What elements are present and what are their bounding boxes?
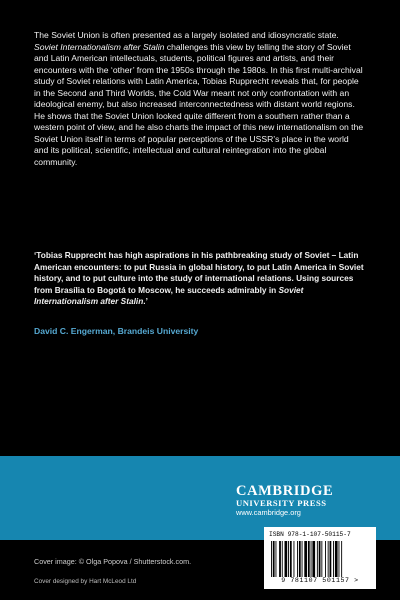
blurb-sentence-2: challenges this view by telling the story of Soviet and Latin American intellectuals, students, political figures and artists, and their encounters with the ‘other’ from the 1950s through the 1980s. In this first multi-archival study of Soviet relations with Latin America, Tobias Rupprecht reveals that, for people in the Second and Third Worlds, the Cold War meant not only confrontation with an ideological enemy, but also increased interconnectedness with distant world regions. He shows that the Soviet Union looked quite different from a southern rather than a western point of view, and he also charts the impact of this new internationalism on the Soviet Union itself in terms of popular perceptions of the USSR’s place in the world and its political, scientific, intellectual and cultural reintegration into the global community. xyxy=(34,41,364,167)
barcode-icon xyxy=(269,541,371,577)
publisher-subtitle: UNIVERSITY PRESS xyxy=(236,498,327,508)
quote-end: .’ xyxy=(143,296,148,306)
cover-image-credit: Cover image: © Olga Popova / Shutterstock.com. xyxy=(34,557,192,566)
publisher-logo xyxy=(236,484,376,518)
quote-attribution: David C. Engerman, Brandeis University xyxy=(34,326,199,336)
isbn-label: ISBN 978-1-107-50115-7 xyxy=(269,531,351,538)
barcode-digits: 9 781107 501157 > xyxy=(281,577,359,584)
quote-book-title: Soviet Internationalism after Stalin xyxy=(34,284,304,306)
publisher-url: www.cambridge.org xyxy=(236,508,301,517)
barcode-panel xyxy=(264,527,376,589)
review-quote xyxy=(34,250,366,308)
quote-text: ‘Tobias Rupprecht has high aspirations in his pathbreaking study of Soviet – Latin American encounters: to put Russia in global history, to put Latin America in Soviet history, and to put culture into the study of international relations. Using sources from Brasília to Bogotá to Moscow, he succeeds admirably in xyxy=(34,250,364,295)
blurb-sentence-1: The Soviet Union is often presented as a largely isolated and idiosyncratic state. xyxy=(34,30,339,40)
publisher-name: CAMBRIDGE xyxy=(236,483,334,499)
book-title-inline: Soviet Internationalism after Stalin xyxy=(34,41,165,52)
book-description xyxy=(34,30,364,168)
cover-designer-credit: Cover designed by Hart McLeod Ltd xyxy=(34,578,137,585)
